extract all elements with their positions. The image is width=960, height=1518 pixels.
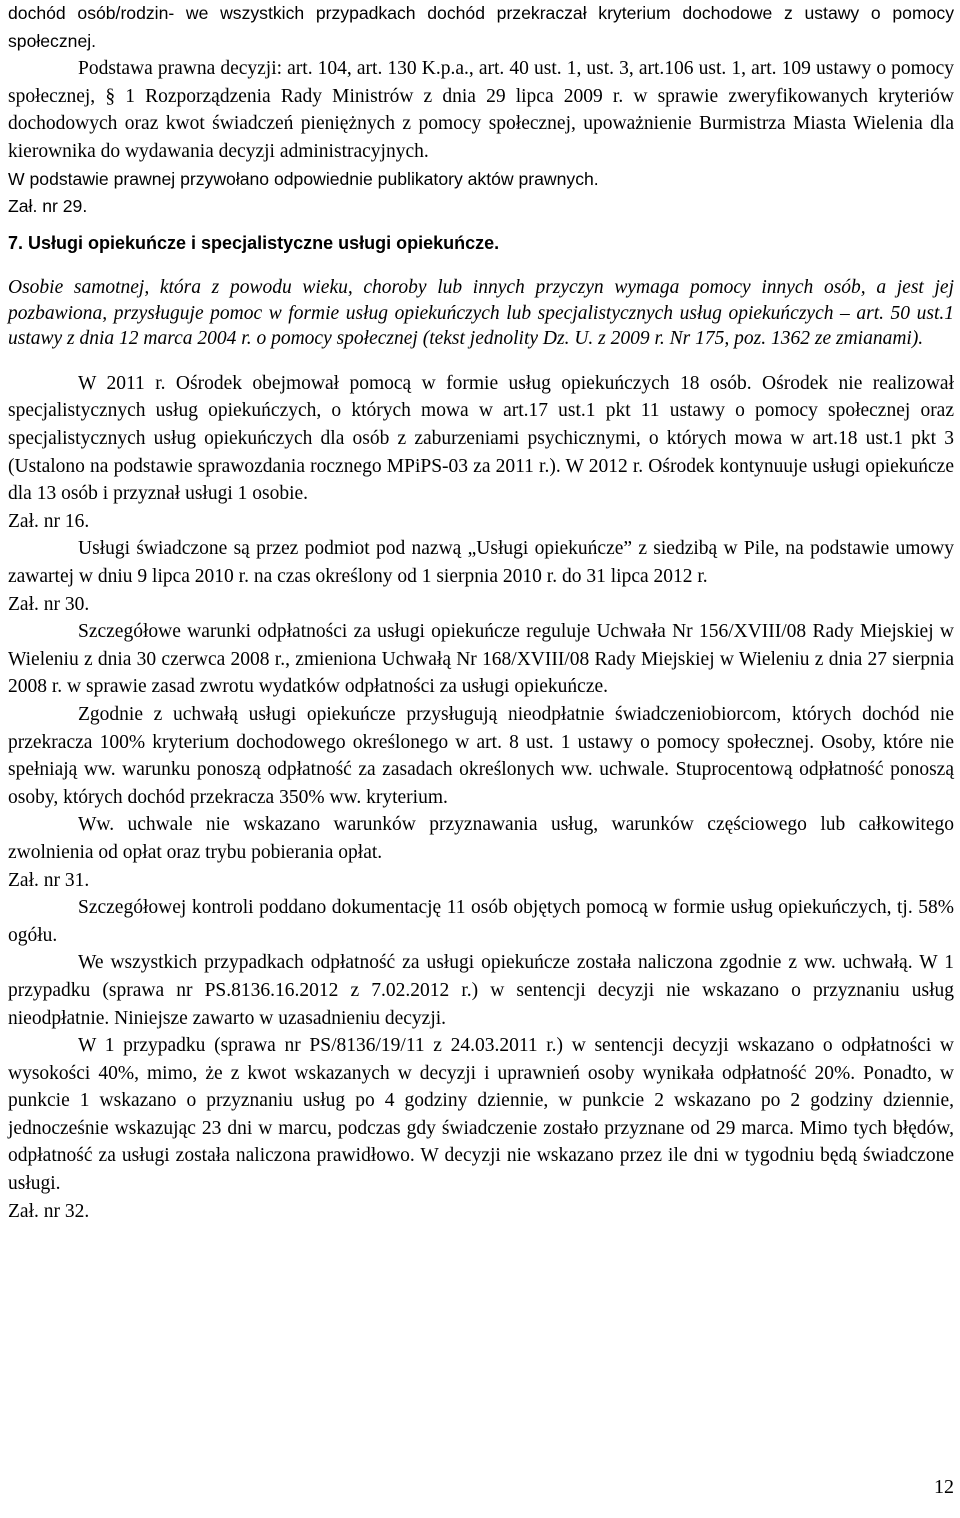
attachment-ref-31: Zał. nr 31.	[8, 869, 90, 891]
body-paragraph: W 2011 r. Ośrodek obejmował pomocą w formie usług opiekuńczych 18 osób. Ośrodek nie realizował specjalistycznych usług opiekuńczych, o których mowa w art.17 ust.1 pkt 11 ustawy o pomocy społecznej oraz specjalistycznych usług opiekuńczych dla osób z zaburzeniami psychicznymi, o których mowa w art.18 ust.1 pkt 3 (Ustalono na podstawie sprawozdania rocznego MPiPS-03 za 2011 r.). W 2012 r. Ośrodek kontynuuje usługi opiekuńcze dla 13 osób i przyznał usługi 1 osobie.	[8, 372, 954, 505]
publikatory-note: W podstawie prawnej przywołano odpowiednie publikatory aktów prawnych.	[8, 168, 599, 189]
body-paragraph: W 1 przypadku (sprawa nr PS/8136/19/11 z 24.03.2011 r.) w sentencji decyzji wskazano o odpłatności w wysokości 40%, mimo, że z kwot wskazanych w decyzji i uprawnień osoby wynikała odpłatność 20%. Ponadto, w punkcie 1 wskazano o przyznaniu usług po 4 godziny dziennie, w punkcie 2 wskazano po 2 godziny dziennie, jednocześnie wskazując 23 dni w marcu, podczas gdy świadczenie zostało przyznane od 29 marca. Mimo tych błędów, odpłatność za usługi została naliczona prawidłowo. W decyzji nie wskazano przez ile dni w tygodniu będą świadczone usługi.	[8, 1035, 954, 1195]
legal-quote: Osobie samotnej, która z powodu wieku, choroby lub innych przyczyn wymaga pomocy innych osób, a jest jej pozbawiona, przysługuje pomoc w formie usług opiekuńczych lub specjalistycznych usług opiekuńczych – art. 50 ust.1 ustawy z dnia 12 marca 2004 r. o pomocy społecznej (tekst jednolity Dz. U. z 2009 r. Nr 175, poz. 1362 ze zmianami).	[8, 277, 954, 350]
body-paragraph: Zgodnie z uchwałą usługi opiekuńcze przysługują nieodpłatnie świadczeniobiorcom, których dochód nie przekracza 100% kryterium dochodowego określonego w art. 8 ust. 1 ustawy o pomocy społecznej. Osoby, które nie spełniają ww. warunku ponoszą odpłatność za zasadach określonych ww. uchwale. Stuprocentową odpłatność ponoszą osoby, których dochód przekracza 350% ww. kryterium.	[8, 703, 954, 808]
document-page	[8, 0, 954, 1225]
intro-paragraph: dochód osób/rodzin- we wszystkich przypadkach dochód przekraczał kryterium dochodowe z ustawy o pomocy społecznej.	[8, 3, 954, 51]
page-number: 12	[934, 1476, 954, 1498]
spacer	[8, 352, 954, 370]
body-paragraph: Szczegółowe warunki odpłatności za usługi opiekuńcze reguluje Uchwała Nr 156/XVIII/08 Rady Miejskiej w Wieleniu z dnia 30 czerwca 2008 r., zmieniona Uchwałą Nr 168/XVIII/08 Rady Miejskiej w Wieleniu z dnia 27 sierpnia 2008 r. w sprawie zasad zwrotu wydatków odpłatności za usługi opiekuńcze.	[8, 621, 954, 698]
section-heading: 7. Usługi opiekuńcze i specjalistyczne usługi opiekuńcze.	[8, 232, 500, 253]
spacer	[8, 257, 954, 275]
attachment-ref-30: Zał. nr 30.	[8, 593, 90, 615]
body-paragraph: Usługi świadczone są przez podmiot pod nazwą „Usługi opiekuńcze” z siedzibą w Pile, na podstawie umowy zawartej w dniu 9 lipca 2010 r. na czas określony od 1 sierpnia 2010 r. do 31 lipca 2012 r.	[8, 538, 954, 587]
body-paragraph: Ww. uchwale nie wskazano warunków przyznawania usług, warunków częściowego lub całkowitego zwolnienia od opłat oraz trybu pobierania opłat.	[8, 814, 954, 863]
attachment-ref-29: Zał. nr 29.	[8, 196, 88, 217]
attachment-ref-16: Zał. nr 16.	[8, 510, 90, 532]
spacer	[8, 221, 954, 230]
body-paragraph: We wszystkich przypadkach odpłatność za usługi opiekuńcze została naliczona zgodnie z ww. uchwałą. W 1 przypadku (sprawa nr PS.8136.16.2012 z 7.02.2012 r.) w sentencji decyzji nie wskazano o przyznaniu usług nieodpłatnie. Niniejsze zawarto w uzasadnieniu decyzji.	[8, 952, 954, 1029]
legal-basis-paragraph: Podstawa prawna decyzji: art. 104, art. 130 K.p.a., art. 40 ust. 1, ust. 3, art.106 ust. 1, art. 109 ustawy o pomocy społecznej, § 1 Rozporządzenia Rady Ministrów z dnia 29 lipca 2009 r. w sprawie zweryfikowanych kryteriów dochodowych oraz kwot świadczeń pieniężnych z pomocy społecznej, upoważnienie Burmistrza Miasta Wielenia dla kierownika do wydawania decyzji administracyjnych.	[8, 58, 954, 162]
body-paragraph: Szczegółowej kontroli poddano dokumentację 11 osób objętych pomocą w formie usług opiekuńczych, tj. 58% ogółu.	[8, 897, 954, 946]
attachment-ref-32: Zał. nr 32.	[8, 1200, 90, 1222]
